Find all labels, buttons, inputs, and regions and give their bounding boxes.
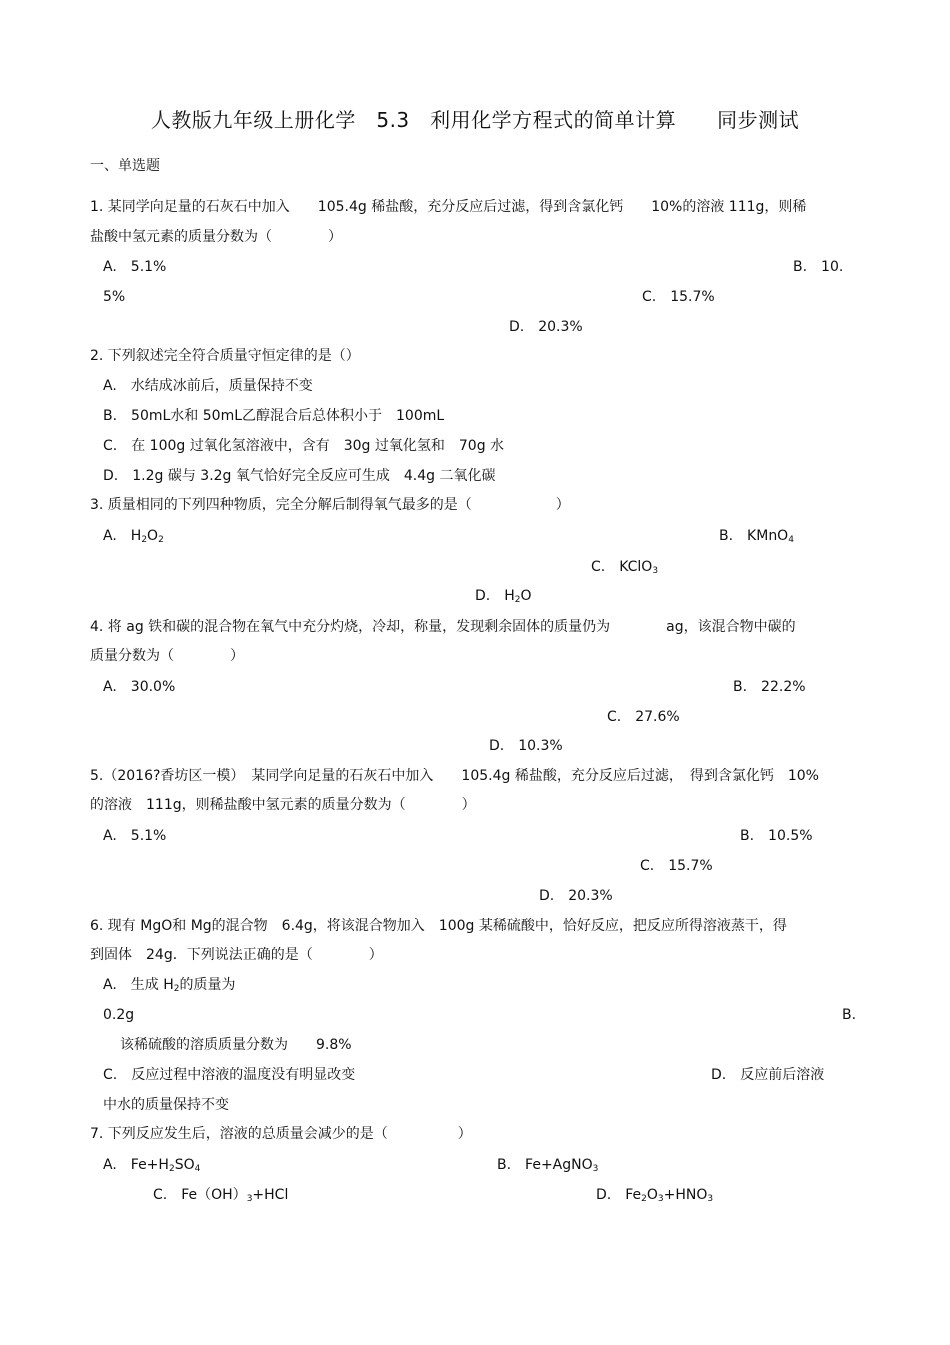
q7-option-b: B. Fe+AgNO$_3$ xyxy=(497,1157,599,1174)
q6-option-d: D. 反应前后溶液 xyxy=(711,1067,825,1083)
q2-option-a: A. 水结成冰前后，质量保持不变 xyxy=(103,378,313,394)
q7-option-d: D. $Fe_2O_3+HNO_3$ xyxy=(596,1187,714,1204)
q5-option-d: D. 20.3% xyxy=(539,888,613,904)
q6-option-a-cont: 0.2g xyxy=(103,1007,135,1023)
q6-stem-line2: 到固体 24g．下列说法正确的是（ ） xyxy=(90,947,383,963)
q5-option-a: A. 5.1% xyxy=(103,828,167,844)
q6-option-a: A. 生成 $H_2$的质量为 xyxy=(103,977,236,994)
q3-option-a: A. $H_2O_2$ xyxy=(103,528,164,545)
q5-option-c: C. 15.7% xyxy=(640,858,713,874)
q1-option-b-cont: 5% xyxy=(103,289,126,305)
q6-option-b-label: B. xyxy=(842,1007,857,1023)
q4-option-d: D. 10.3% xyxy=(489,738,563,754)
q1-stem-line2: 盐酸中氢元素的质量分数为（ ） xyxy=(90,229,342,245)
q1-option-a: A. 5.1% xyxy=(103,259,167,275)
q3-option-b: B. KMnO$_4$ xyxy=(719,528,794,545)
q7-stem: 7. 下列反应发生后，溶液的总质量会减少的是（ ） xyxy=(90,1126,472,1142)
q4-option-a: A. 30.0% xyxy=(103,679,176,695)
q6-option-c: C. 反应过程中溶液的温度没有明显改变 xyxy=(103,1067,356,1083)
q6-option-d-cont: 中水的质量保持不变 xyxy=(103,1097,229,1113)
q4-option-b: B. 22.2% xyxy=(733,679,806,695)
q2-option-c: C. 在 100g 过氧化氢溶液中，含有 30g 过氧化氢和 70g 水 xyxy=(103,438,505,454)
q3-option-c: C. KClO$_3$ xyxy=(591,559,659,576)
q7-option-c: C. $Fe(OH)_3+HCl$ xyxy=(153,1187,289,1204)
q3-stem: 3. 质量相同的下列四种物质，完全分解后制得氧气最多的是（ ） xyxy=(90,497,570,513)
q6-stem-line1: 6. 现有 MgO和 Mg的混合物 6.4g，将该混合物加入 100g 某稀硫酸中，恰好反应，把反应所得溶液蒸干，得 xyxy=(90,918,787,934)
q4-stem-line2: 质量分数为（ ） xyxy=(90,648,244,664)
section-heading: 一、单选题 xyxy=(90,158,160,174)
q1-option-c: C. 15.7% xyxy=(642,289,715,305)
q5-option-b: B. 10.5% xyxy=(740,828,813,844)
q2-stem: 2. 下列叙述完全符合质量守恒定律的是（） xyxy=(90,348,360,364)
q2-option-b: B. 50mL水和 50mL乙醇混合后总体积小于 100mL xyxy=(103,408,445,424)
q7-option-a: A. $Fe+H_2SO_4$ xyxy=(103,1157,201,1174)
q5-stem-line2: 的溶液 111g，则稀盐酸中氢元素的质量分数为（ ） xyxy=(90,797,476,813)
q1-option-b: B. 10. xyxy=(793,259,844,275)
q2-option-d: D. 1.2g 碳与 3.2g 氧气恰好完全反应可生成 4.4g 二氧化碳 xyxy=(103,468,496,484)
q4-option-c: C. 27.6% xyxy=(607,709,680,725)
q5-stem-line1: 5.（2016?香坊区一模） 某同学向足量的石灰石中加入 105.4g 稀盐酸，充分反应后过滤， 得到含氯化钙 10% xyxy=(90,768,819,784)
q6-option-b-text: 该稀硫酸的溶质质量分数为 9.8% xyxy=(120,1037,352,1053)
document-title: 人教版九年级上册化学 5.3 利用化学方程式的简单计算 同步测试 xyxy=(150,108,800,132)
q1-stem-line1: 1. 某同学向足量的石灰石中加入 105.4g 稀盐酸，充分反应后过滤，得到含氯化钙 10%的溶液 111g，则稀 xyxy=(90,199,807,215)
q1-option-d: D. 20.3% xyxy=(509,319,583,335)
q4-stem-line1: 4. 将 ag 铁和碳的混合物在氧气中充分灼烧，冷却，称量，发现剩余固体的质量仍为 ag，该混合物中碳的 xyxy=(90,619,796,635)
q3-option-d: D. $H_2O$ xyxy=(475,588,532,605)
